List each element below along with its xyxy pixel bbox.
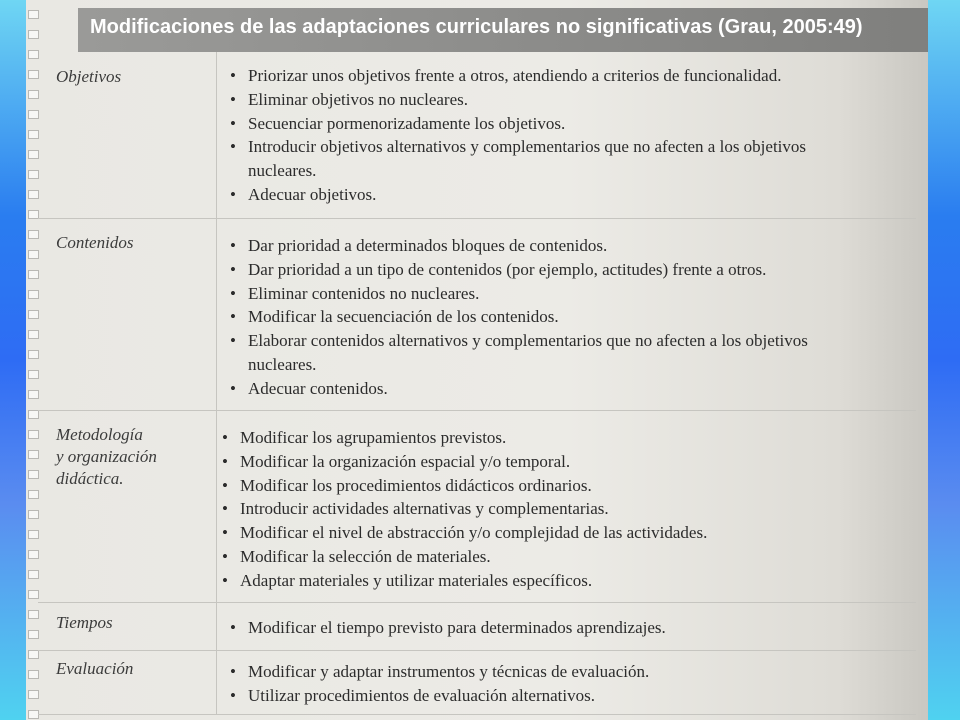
scanned-page (26, 0, 928, 720)
binding-hole (28, 10, 39, 19)
binding-hole (28, 30, 39, 39)
list-item: • Adecuar contenidos. (226, 377, 906, 401)
row-label-line: Metodología (56, 425, 143, 444)
row-label-tiempos: Tiempos (56, 613, 113, 632)
list-item: • Introducir objetivos alternativos y complementarios que no afecten a los objetivos nucleares. (226, 135, 906, 183)
row-label-metodologia (56, 424, 157, 490)
list-item: • Adecuar objetivos. (226, 183, 906, 207)
list-item: • Eliminar objetivos no nucleares. (226, 88, 906, 112)
list-item: • Eliminar contenidos no nucleares. (226, 282, 906, 306)
list-item: • Modificar los procedimientos didácticos ordinarios. (218, 474, 918, 498)
item-list-tiempos (226, 616, 906, 640)
list-item: • Modificar la secuenciación de los contenidos. (226, 305, 906, 329)
row-label-evaluacion: Evaluación (56, 659, 134, 678)
list-item: • Modificar y adaptar instrumentos y técnicas de evaluación. (226, 660, 906, 684)
row-label-objetivos: Objetivos (56, 67, 122, 86)
list-item: • Modificar el tiempo previsto para determinados aprendizajes. (226, 616, 906, 640)
left-frame-border (0, 0, 26, 720)
item-list-evaluacion (226, 660, 906, 708)
list-item: • Modificar la selección de materiales. (218, 545, 918, 569)
list-item: • Elaborar contenidos alternativos y complementarios que no afecten a los objetivos nucleares. (226, 329, 906, 377)
list-item: • Priorizar unos objetivos frente a otros, atendiendo a criterios de funcionalidad. (226, 64, 906, 88)
list-item: • Secuenciar pormenorizadamente los objetivos. (226, 112, 906, 136)
row-label-line: didáctica. (56, 469, 124, 488)
list-item: • Modificar la organización espacial y/o temporal. (218, 450, 918, 474)
item-list-metodologia (218, 426, 918, 593)
row-label-contenidos: Contenidos (56, 233, 134, 252)
item-list-contenidos (226, 234, 906, 401)
row-label-line: y organización (56, 447, 157, 466)
list-item: • Utilizar procedimientos de evaluación alternativos. (226, 684, 906, 708)
list-item: • Modificar el nivel de abstracción y/o complejidad de las actividades. (218, 521, 918, 545)
list-item: • Modificar los agrupamientos previstos. (218, 426, 918, 450)
list-item: • Adaptar materiales y utilizar materiales específicos. (218, 569, 918, 593)
list-item: • Dar prioridad a un tipo de contenidos (por ejemplo, actitudes) frente a otros. (226, 258, 906, 282)
list-item: • Dar prioridad a determinados bloques de contenidos. (226, 234, 906, 258)
table-title: Modificaciones de las adaptaciones curriculares no significativas (Grau, 2005:49) (90, 16, 863, 38)
item-list-objetivos (226, 64, 906, 207)
list-item: • Introducir actividades alternativas y complementarias. (218, 497, 918, 521)
right-frame-border (928, 0, 960, 720)
